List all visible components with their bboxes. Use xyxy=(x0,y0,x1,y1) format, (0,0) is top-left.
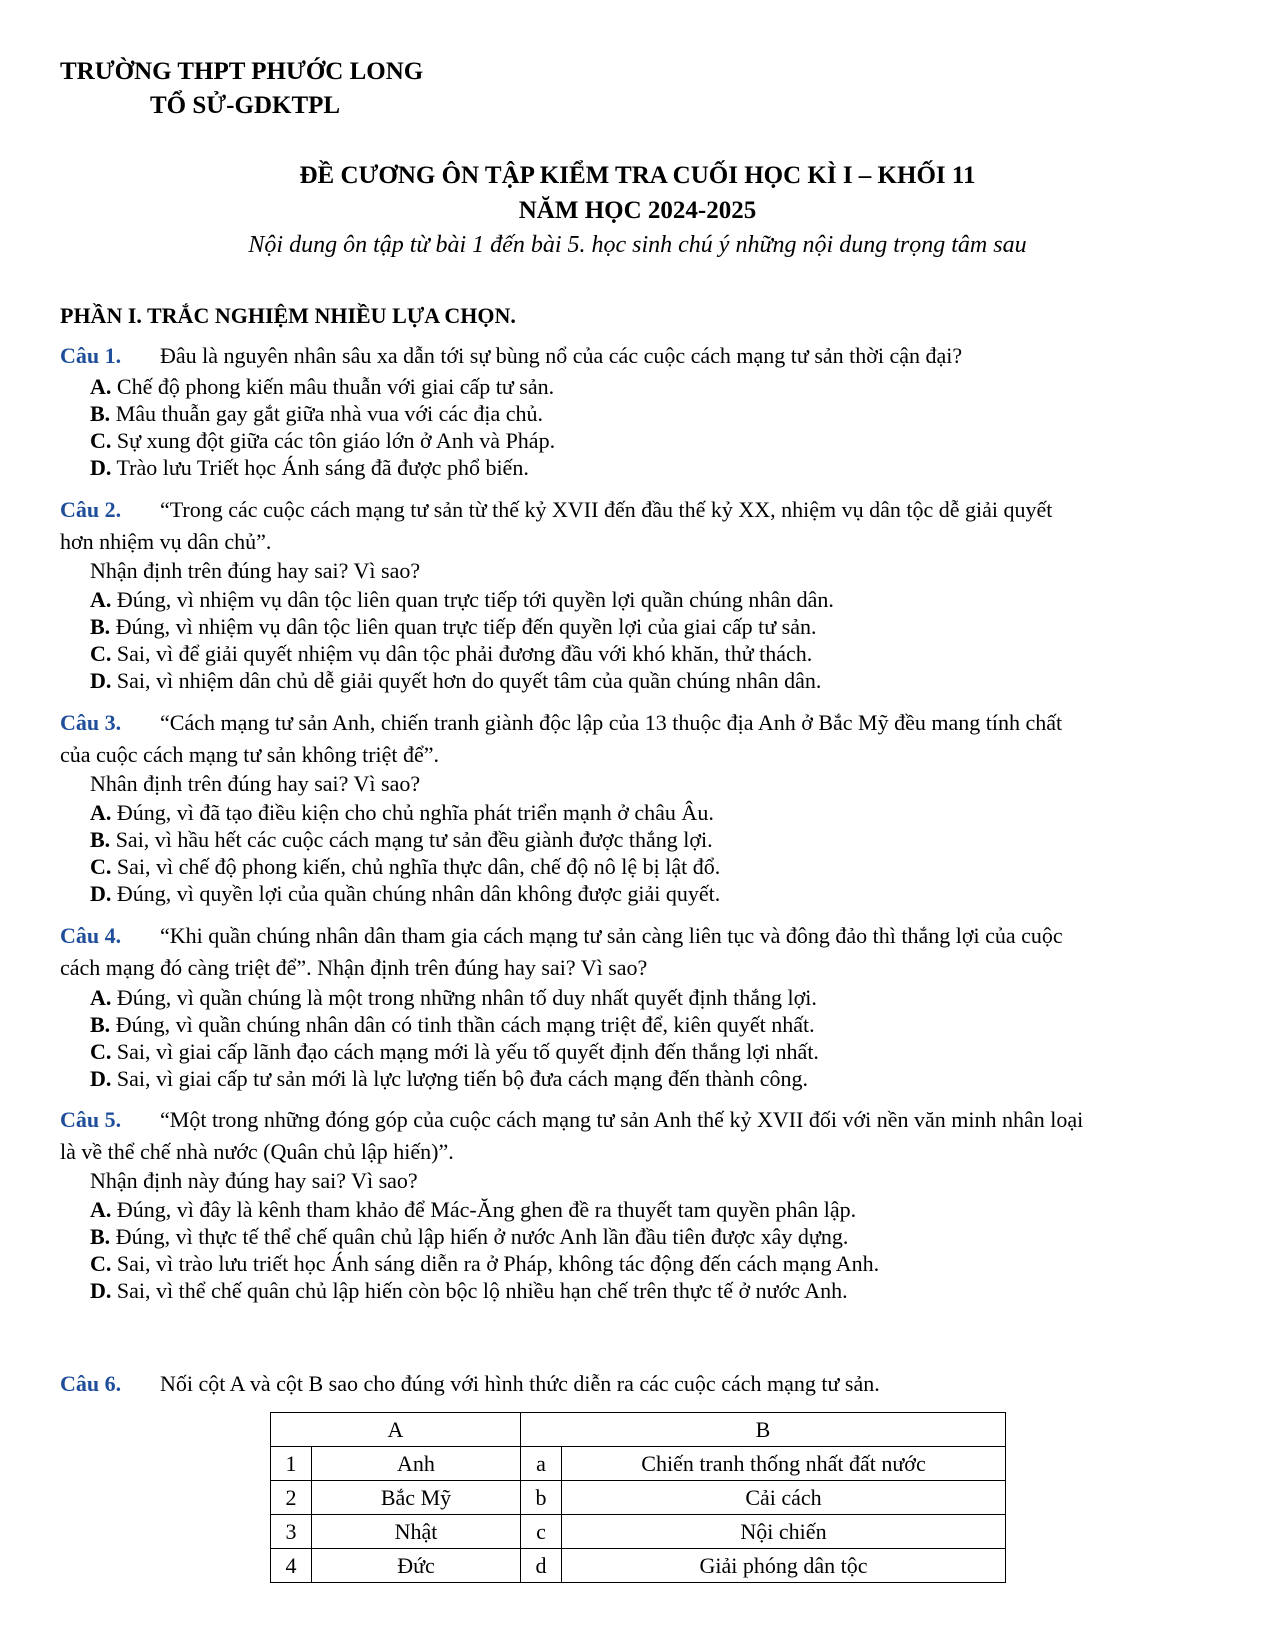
option xyxy=(90,826,1220,854)
table-header-row xyxy=(271,1413,1006,1447)
column-b-cell: Giải phóng dân tộc xyxy=(562,1549,1006,1583)
question-text-continued: cách mạng đó càng triệt để”. Nhận định trên đúng hay sai? Vì sao? xyxy=(60,955,648,980)
option xyxy=(90,1065,1220,1093)
option xyxy=(90,586,1220,614)
option xyxy=(90,984,1220,1012)
option-text: Đúng, vì nhiệm vụ dân tộc liên quan trực tiếp tới quyền lợi quần chúng nhân dân. xyxy=(116,587,834,612)
option xyxy=(90,1223,1220,1251)
option-text: Sai, vì trào lưu triết học Ánh sáng diễn ra ở Pháp, không tác động đến cách mạng Anh. xyxy=(116,1251,880,1276)
question-statement: Nhân định trên đúng hay sai? Vì sao? xyxy=(90,771,421,796)
question-statement: Nhận định trên đúng hay sai? Vì sao? xyxy=(90,558,421,583)
column-a-cell: Nhật xyxy=(312,1515,521,1549)
option xyxy=(90,454,1220,482)
part-heading: PHẦN I. TRẮC NGHIỆM NHIỀU LỰA CHỌN. xyxy=(60,303,516,328)
option-text: Mâu thuẫn gay gắt giữa nhà vua với các địa chủ. xyxy=(115,401,544,426)
question-text-continued: của cuộc cách mạng tư sản không triệt để”. xyxy=(60,742,440,767)
question-text: “Trong các cuộc cách mạng tư sản từ thế kỷ XVII đến đầu thế kỷ XX, nhiệm vụ dân tộc dễ giải quyết xyxy=(160,497,1053,522)
option-text: Sai, vì nhiệm dân chủ dễ giải quyết hơn do quyết tâm của quần chúng nhân dân. xyxy=(116,668,822,693)
option xyxy=(90,1250,1220,1278)
option-key: A. xyxy=(90,800,112,825)
option xyxy=(90,1038,1220,1066)
option-text: Đúng, vì quần chúng nhân dân có tinh thần cách mạng triệt để, kiên quyết nhất. xyxy=(115,1012,815,1037)
option-key: C. xyxy=(90,641,112,666)
option-text: Sai, vì để giải quyết nhiệm vụ dân tộc phải đương đầu với khó khăn, thử thách. xyxy=(116,641,813,666)
option-key: A. xyxy=(90,587,112,612)
option-key: C. xyxy=(90,854,112,879)
option-text: Đúng, vì đã tạo điều kiện cho chủ nghĩa phát triển mạnh ở châu Âu. xyxy=(116,800,714,825)
option-key: C. xyxy=(90,428,112,453)
question-label: Câu 2. xyxy=(60,497,122,522)
option xyxy=(90,640,1220,668)
option-text: Trào lưu Triết học Ánh sáng đã được phổ biến. xyxy=(116,455,529,480)
option-key: A. xyxy=(90,374,112,399)
question-label: Câu 5. xyxy=(60,1107,122,1132)
school-year: NĂM HỌC 2024-2025 xyxy=(518,197,757,224)
option xyxy=(90,400,1220,428)
row-number: 1 xyxy=(271,1447,312,1481)
matching-table xyxy=(270,1412,1006,1583)
option-text: Đúng, vì quyền lợi của quần chúng nhân dân không được giải quyết. xyxy=(116,881,721,906)
table-row xyxy=(271,1447,1006,1481)
question-text: “Khi quần chúng nhân dân tham gia cách mạng tư sản càng liên tục và đông đảo thì thắng lợi của cuộc xyxy=(160,923,1063,948)
column-b-cell: Cải cách xyxy=(562,1481,1006,1515)
option xyxy=(90,427,1220,455)
column-b-cell: Nội chiến xyxy=(562,1515,1006,1549)
option-key: D. xyxy=(90,1278,112,1303)
table-row xyxy=(271,1515,1006,1549)
column-b-cell: Chiến tranh thống nhất đất nước xyxy=(562,1447,1006,1481)
question-text-continued: hơn nhiệm vụ dân chủ”. xyxy=(60,529,272,554)
option-text: Sai, vì chế độ phong kiến, chủ nghĩa thực dân, chế độ nô lệ bị lật đổ. xyxy=(116,854,721,879)
option-key: D. xyxy=(90,668,112,693)
option xyxy=(90,1277,1220,1305)
column-a-header: A xyxy=(271,1413,521,1447)
option-text: Sai, vì giai cấp tư sản mới là lực lượng tiến bộ đưa cách mạng đến thành công. xyxy=(116,1066,808,1091)
option-key: D. xyxy=(90,455,112,480)
column-a-cell: Đức xyxy=(312,1549,521,1583)
row-number: 4 xyxy=(271,1549,312,1583)
option-key: B. xyxy=(90,614,111,639)
option-key: A. xyxy=(90,1197,112,1222)
option xyxy=(90,1196,1220,1224)
question-label: Câu 4. xyxy=(60,923,122,948)
option-key: C. xyxy=(90,1039,112,1064)
question-6 xyxy=(60,1368,1220,1400)
option xyxy=(90,1011,1220,1039)
question-4 xyxy=(60,920,1220,984)
row-number: 2 xyxy=(271,1481,312,1515)
option-key: D. xyxy=(90,881,112,906)
question-text: “Cách mạng tư sản Anh, chiến tranh giành độc lập của 13 thuộc địa Anh ở Bắc Mỹ đều mang tính chất xyxy=(160,710,1063,735)
question-3 xyxy=(60,707,1220,771)
question-text: Nối cột A và cột B sao cho đúng với hình thức diễn ra các cuộc cách mạng tư sản. xyxy=(160,1371,880,1396)
question-text: “Một trong những đóng góp của cuộc cách mạng tư sản Anh thế kỷ XVII đối với nền văn minh nhân loại xyxy=(160,1107,1084,1132)
column-a-cell: Bắc Mỹ xyxy=(312,1481,521,1515)
option-text: Sai, vì giai cấp lãnh đạo cách mạng mới là yếu tố quyết định đến thắng lợi nhất. xyxy=(116,1039,819,1064)
option xyxy=(90,373,1220,401)
option-key: B. xyxy=(90,401,111,426)
question-5 xyxy=(60,1104,1220,1168)
option-key: A. xyxy=(90,985,112,1010)
option-key: B. xyxy=(90,1224,111,1249)
row-number: 3 xyxy=(271,1515,312,1549)
option-text: Sự xung đột giữa các tôn giáo lớn ở Anh và Pháp. xyxy=(116,428,556,453)
table-row xyxy=(271,1481,1006,1515)
option-key: B. xyxy=(90,827,111,852)
option-text: Đúng, vì quần chúng là một trong những nhân tố duy nhất quyết định thắng lợi. xyxy=(116,985,817,1010)
question-label: Câu 6. xyxy=(60,1371,122,1396)
option-text: Sai, vì thể chế quân chủ lập hiến còn bộc lộ nhiều hạn chế trên thực tế ở nước Anh. xyxy=(116,1278,848,1303)
question-2 xyxy=(60,494,1220,558)
question-label: Câu 3. xyxy=(60,710,122,735)
row-letter: a xyxy=(521,1447,562,1481)
row-letter: c xyxy=(521,1515,562,1549)
option-text: Đúng, vì nhiệm vụ dân tộc liên quan trực tiếp đến quyền lợi của giai cấp tư sản. xyxy=(115,614,817,639)
option-key: B. xyxy=(90,1012,111,1037)
option-text: Sai, vì hầu hết các cuộc cách mạng tư sản đều giành được thắng lợi. xyxy=(115,827,713,852)
option-key: C. xyxy=(90,1251,112,1276)
document-subtitle: Nội dung ôn tập từ bài 1 đến bài 5. học sinh chú ý những nội dung trọng tâm sau xyxy=(248,232,1027,258)
question-label: Câu 1. xyxy=(60,343,122,368)
option xyxy=(90,853,1220,881)
option xyxy=(90,799,1220,827)
row-letter: b xyxy=(521,1481,562,1515)
option-text: Đúng, vì đây là kênh tham khảo để Mác-Ăng ghen đề ra thuyết tam quyền phân lập. xyxy=(116,1197,857,1222)
document-title: ĐỀ CƯƠNG ÔN TẬP KIỂM TRA CUỐI HỌC KÌ I – KHỐI 11 xyxy=(299,162,976,189)
department-name: TỔ SỬ-GDKTPL xyxy=(150,92,341,119)
question-text-continued: là về thể chế nhà nước (Quân chủ lập hiến)”. xyxy=(60,1139,454,1164)
option xyxy=(90,667,1220,695)
option-text: Chế độ phong kiến mâu thuẫn với giai cấp tư sản. xyxy=(116,374,555,399)
row-letter: d xyxy=(521,1549,562,1583)
column-a-cell: Anh xyxy=(312,1447,521,1481)
option xyxy=(90,880,1220,908)
question-1 xyxy=(60,340,1220,372)
option xyxy=(90,613,1220,641)
question-statement: Nhận định này đúng hay sai? Vì sao? xyxy=(90,1168,418,1193)
column-b-header: B xyxy=(521,1413,1006,1447)
question-text: Đâu là nguyên nhân sâu xa dẫn tới sự bùng nổ của các cuộc cách mạng tư sản thời cận đại? xyxy=(160,343,963,368)
option-text: Đúng, vì thực tế thể chế quân chủ lập hiến ở nước Anh lần đầu tiên được xây dựng. xyxy=(115,1224,849,1249)
table-row xyxy=(271,1549,1006,1583)
school-name: TRƯỜNG THPT PHƯỚC LONG xyxy=(60,58,424,85)
option-key: D. xyxy=(90,1066,112,1091)
